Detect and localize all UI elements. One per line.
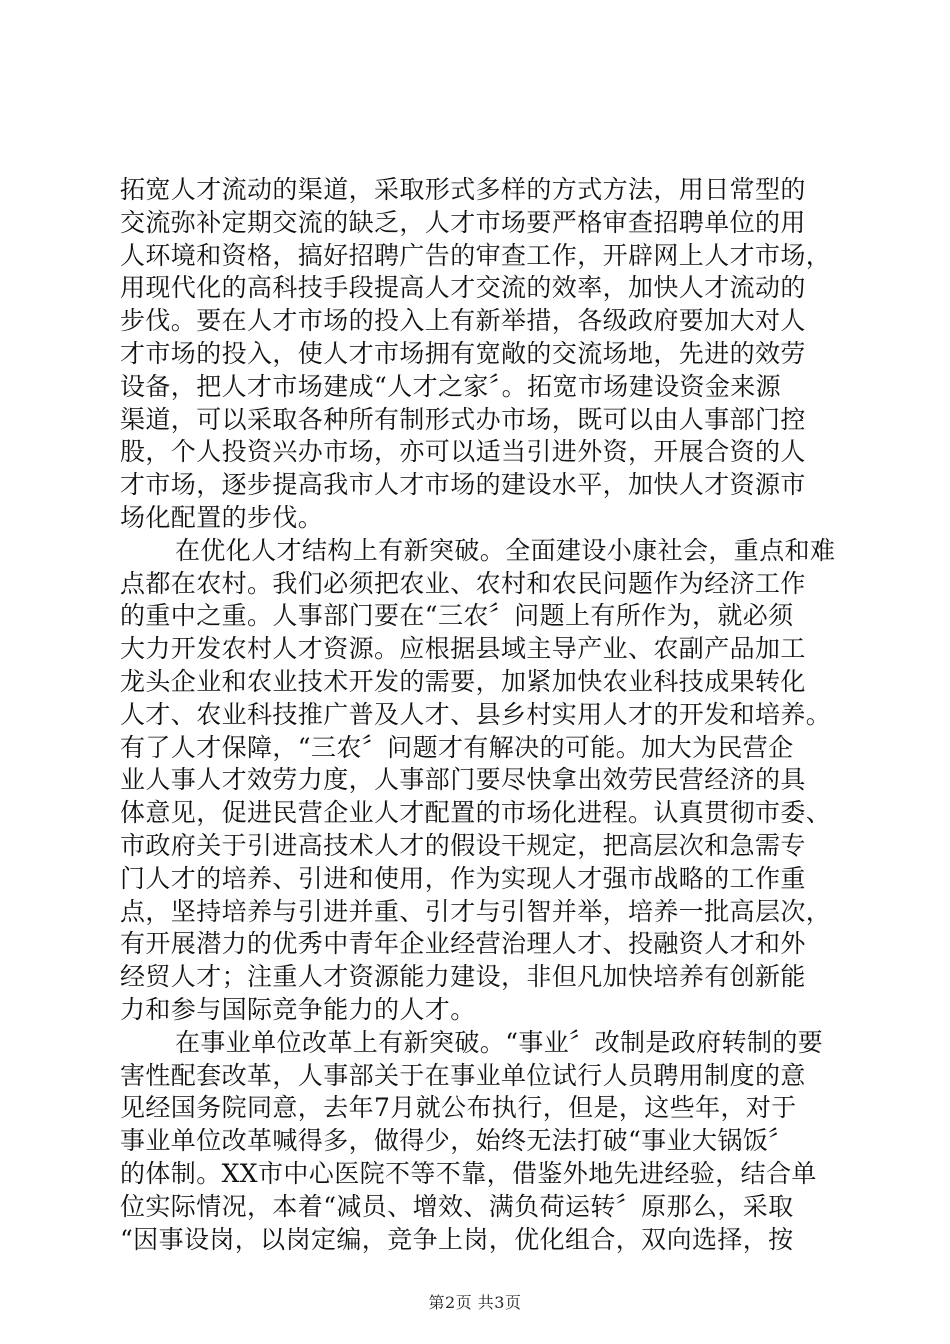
text-line: 有开展潜力的优秀中青年企业经营治理人才、投融资人才和外 bbox=[120, 929, 806, 959]
text-line: 人才、农业科技推广普及人才、县乡村实用人才的开发和培养。 bbox=[120, 699, 832, 729]
text-line: 用现代化的高科技手段提高人才交流的效率，加快人才流动的 bbox=[120, 273, 806, 303]
document-body bbox=[120, 174, 835, 1256]
text-line: 拓宽人才流动的渠道，采取形式多样的方式方法，用日常型的 bbox=[120, 175, 806, 204]
text-line: 市政府关于引进高技术人才的假设干规定，把高层次和急需专 bbox=[120, 830, 806, 860]
text-line: 经贸人才；注重人才资源能力建设，非但凡加快培养有创新能 bbox=[120, 962, 806, 992]
text-line: 人环境和资格，搞好招聘广告的审查工作，开辟网上人才市场， bbox=[120, 240, 832, 270]
page-number-footer: 第2页 共3页 bbox=[428, 1293, 522, 1312]
text-line: 门人才的培养、引进和使用，作为实现人才强市战略的工作重 bbox=[120, 863, 806, 893]
text-line: 见经国务院同意，去年7月就公布执行，但是，这些年，对于 bbox=[120, 1093, 797, 1123]
text-line: 点都在农村。我们必须把农业、农村和农民问题作为经济工作 bbox=[120, 568, 806, 598]
text-line: 的体制。XX市中心医院不等不靠，借鉴外地先进经验，结合单 bbox=[120, 1158, 817, 1188]
text-line: 业人事人才效劳力度，人事部门要尽快拿出效劳民营经济的具 bbox=[120, 765, 806, 795]
text-line: 点，坚持培养与引进并重、引才与引智并举，培养一批高层次， bbox=[120, 896, 832, 926]
text-line: 才市场的投入，使人才市场拥有宽敞的交流场地，先进的效劳 bbox=[120, 338, 806, 368]
text-line: 位实际情况，本着“减员、增效、满负荷运转〞原那么，采取 bbox=[120, 1191, 794, 1221]
text-line: 股，个人投资兴办市场，亦可以适当引进外资，开展合资的人 bbox=[120, 437, 806, 467]
text-line: 体意见，促进民营企业人才配置的市场化进程。认真贯彻市委、 bbox=[120, 798, 832, 828]
text-line: 交流弥补定期交流的缺乏，人才市场要严格审查招聘单位的用 bbox=[120, 207, 806, 237]
text-line: 渠道，可以采取各种所有制形式办市场，既可以由人事部门控 bbox=[120, 404, 806, 434]
text-line: 龙头企业和农业技术开发的需要，加紧加快农业科技成果转化 bbox=[120, 666, 806, 696]
paragraph-2 bbox=[120, 535, 835, 1027]
paragraph-3 bbox=[120, 1027, 835, 1257]
text-line: 步伐。要在人才市场的投入上有新举措，各级政府要加大对人 bbox=[120, 306, 806, 336]
text-line: “因事设岗，以岗定编，竞争上岗，优化组合，双向选择，按 bbox=[120, 1224, 794, 1254]
text-line: 害性配套改革，人事部关于在事业单位试行人员聘用制度的意 bbox=[120, 1060, 806, 1090]
text-line-first: 在优化人才结构上有新突破。全面建设小康社会，重点和难 bbox=[175, 535, 836, 565]
text-line: 有了人才保障，“三农〞问题才有解决的可能。加大为民营企 bbox=[120, 732, 794, 762]
text-line: 事业单位改革喊得多，做得少，始终无法打破“事业大锅饭〞 bbox=[120, 1126, 794, 1156]
text-line: 大力开发农村人才资源。应根据县域主导产业、农副产品加工 bbox=[120, 634, 806, 664]
paragraph-1 bbox=[120, 174, 835, 535]
text-line-first: 在事业单位改革上有新突破。“事业〞改制是政府转制的要 bbox=[175, 1027, 824, 1057]
text-line: 才市场，逐步提高我市人才市场的建设水平，加快人才资源市 bbox=[120, 470, 806, 500]
text-line: 力和参与国际竞争能力的人才。 bbox=[120, 994, 476, 1024]
text-line: 设备，把人才市场建成“人才之家〞。拓宽市场建设资金来源 bbox=[120, 371, 782, 401]
text-line: 场化配置的步伐。 bbox=[120, 502, 324, 532]
text-line: 的重中之重。人事部门要在“三农〞问题上有所作为，就必须 bbox=[120, 601, 794, 631]
